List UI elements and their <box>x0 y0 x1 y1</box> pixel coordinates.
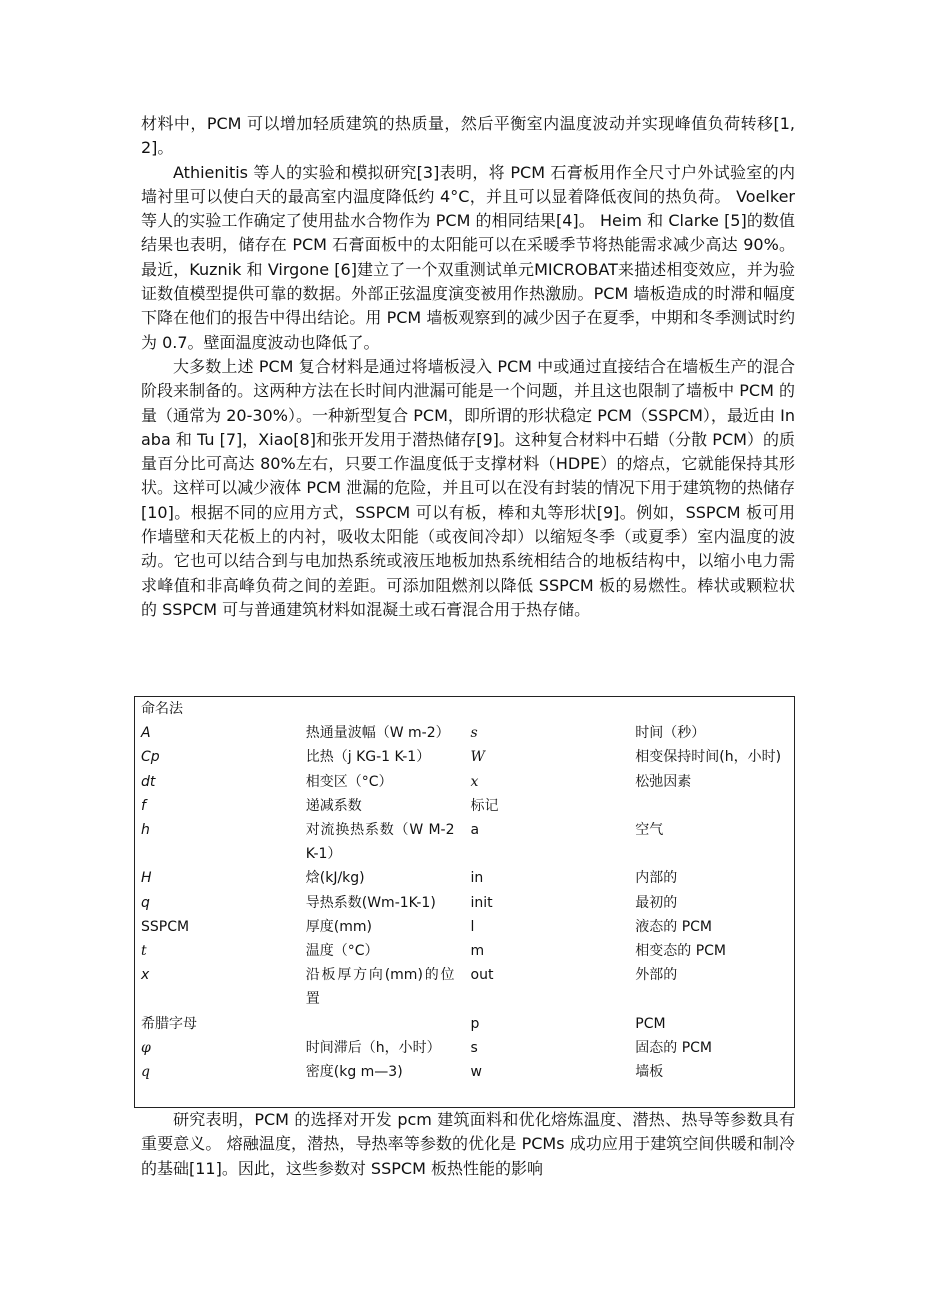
symbol-cell: h <box>141 822 150 839</box>
symbol-cell: s <box>470 725 478 742</box>
description-cell: 密度(kg m—3) <box>305 1064 403 1081</box>
nomenclature-title: 命名法 <box>141 701 183 717</box>
symbol-cell: w <box>470 1064 482 1081</box>
table-row <box>135 770 794 794</box>
paragraph-1: 材料中，PCM 可以增加轻质建筑的热质量，然后平衡室内温度波动并实现峰值负荷转移[1,2]。 <box>141 114 795 158</box>
symbol-cell: f <box>141 797 146 814</box>
description-cell: 时间（秒） <box>635 725 706 742</box>
paragraph-2: Athienitis 等人的实验和模拟研究[3]表明，将 PCM 石膏板用作全尺寸户外试验室的内墙衬里可以使白天的最高室内温度降低约 4°C，并且可以显着降低夜间的热负荷。 Voelker 等人的实验工作确定了使用盐水合物作为 PCM 的相同结果[4]。 Heim 和 Clarke [5]的数值结果也表明，储存在 PCM 石膏面板中的太阳能可以在采暖季节将热能需求减少高达 90%。最近，Kuznik 和 Virgone [6]建立了一个双重测试单元MICROBAT来描述相变效应，并为验证数值模型提供可靠的数据。外部正弦温度演变被用作热激励。PCM 墙板造成的时滞和幅度下降在他们的报告中得出结论。用 PCM 墙板观察到的减少因子在夏季，中期和冬季测试时约为 0.7。壁面温度波动也降低了。 <box>141 162 795 352</box>
description-cell: 厚度(mm) <box>305 918 372 935</box>
description-cell: 温度（°C） <box>305 943 379 960</box>
description-cell: 递减系数 <box>305 797 362 814</box>
symbol-cell: A <box>141 725 151 742</box>
table-row <box>135 721 794 745</box>
paragraph-4: 研究表明，PCM 的选择对开发 pcm 建筑面料和优化熔炼温度、潜热、热导等参数具有重要意义。 熔融温度，潜热，导热率等参数的优化是 PCMs 成功应用于建筑空间供暖和制冷的基础[11]。因此，这些参数对 SSPCM 板热性能的影响 <box>141 1110 795 1178</box>
description-cell: 相变区（°C） <box>305 773 393 790</box>
description-cell: 最初的 <box>635 894 678 911</box>
table-row <box>135 818 794 866</box>
body-text-bottom <box>141 1108 795 1181</box>
symbol-cell: dt <box>141 773 156 790</box>
symbol-cell: φ <box>141 1039 151 1056</box>
nomenclature-table <box>134 696 795 1108</box>
greek-letters-heading: 希腊字母 <box>141 1015 197 1032</box>
description-cell: 液态的 PCM <box>635 918 712 935</box>
table-row <box>135 1060 794 1084</box>
table-row <box>135 745 794 769</box>
description-cell: 松弛因素 <box>635 773 692 790</box>
description-cell: 焓(kJ/kg) <box>305 870 365 887</box>
table-row <box>135 891 794 915</box>
body-text-top <box>141 112 795 622</box>
symbol-cell: q <box>141 894 150 911</box>
symbol-cell: a <box>470 822 480 839</box>
table-row <box>135 1036 794 1060</box>
description-cell: PCM <box>635 1015 666 1032</box>
nomenclature-title-row <box>135 697 794 721</box>
symbol-cell: x <box>141 967 150 984</box>
description-cell: 固态的 PCM <box>635 1039 712 1056</box>
description-cell: 对流换热系数（W M-2 K-1） <box>305 822 455 863</box>
description-cell: 墙板 <box>635 1064 664 1081</box>
paragraph-3: 大多数上述 PCM 复合材料是通过将墙板浸入 PCM 中或通过直接结合在墙板生产的混合阶段来制备的。这两种方法在长时间内泄漏可能是一个问题，并且这也限制了墙板中 PCM 的量（通常为 20-30%）。一种新型复合 PCM，即所谓的形状稳定 PCM（SSPCM），最近由 Inaba 和 Tu [7]，Xiao[8]和张开发用于潜热储存[9]。这种复合材料中石蜡（分散 PCM）的质量百分比可高达 80%左右，只要工作温度低于支撑材料（HDPE）的熔点，它就能保持其形状。这样可以减少液体 PCM 泄漏的危险，并且可以在没有封装的情况下用于建筑物的热储存[10]。根据不同的应用方式，SSPCM 可以有板，棒和丸等形状[9]。例如，SSPCM 板可用作墙壁和天花板上的内衬，吸收太阳能（或夜间冷却）以缩短冬季（或夏季）室内温度的波动。它也可以结合到与电加热系统或液压地板加热系统相结合的地板结构中，以缩小电力需求峰值和非高峰负荷之间的差距。可添加阻燃剂以降低 SSPCM 板的易燃性。棒状或颗粒状的 SSPCM 可与普通建筑材料如混凝土或石膏混合用于热存储。 <box>141 356 795 619</box>
table-row <box>135 866 794 890</box>
symbol-cell: t <box>141 943 147 960</box>
table-row <box>135 794 794 818</box>
description-cell: 空气 <box>635 822 664 839</box>
table-row <box>135 915 794 939</box>
description-cell: 比热（j KG-1 K-1） <box>305 749 431 766</box>
symbol-cell: m <box>470 943 485 960</box>
description-cell: 相变保持时间(h，小时) <box>635 749 782 766</box>
symbol-cell: Cp <box>141 749 160 766</box>
symbol-cell: l <box>470 918 475 935</box>
description-cell: 热通量波幅（W m-2） <box>305 725 450 742</box>
symbol-cell: H <box>141 870 152 887</box>
symbol-cell: out <box>470 967 494 984</box>
table-row <box>135 939 794 963</box>
table-row <box>135 1012 794 1036</box>
nomenclature-grid <box>135 697 794 1084</box>
table-row <box>135 963 794 1011</box>
symbol-cell: W <box>470 749 485 766</box>
description-cell: 相变态的 PCM <box>635 943 726 960</box>
description-cell: 导热系数(Wm-1K-1) <box>305 894 436 911</box>
description-cell: 时间滞后（h，小时） <box>305 1039 441 1056</box>
symbol-cell: p <box>470 1015 480 1032</box>
description-cell <box>300 1012 465 1036</box>
symbol-cell: s <box>470 1039 478 1056</box>
description-cell: 沿板厚方向(mm)的位置 <box>305 967 455 1008</box>
symbol-cell: SSPCM <box>141 918 190 935</box>
symbol-cell: init <box>470 894 493 911</box>
description-cell <box>629 794 794 818</box>
subscript-heading: 标记 <box>470 797 499 814</box>
description-cell: 内部的 <box>635 870 678 887</box>
symbol-cell: in <box>470 870 484 887</box>
description-cell: 外部的 <box>635 967 678 984</box>
symbol-cell: q <box>141 1064 150 1081</box>
symbol-cell: x <box>470 773 479 790</box>
